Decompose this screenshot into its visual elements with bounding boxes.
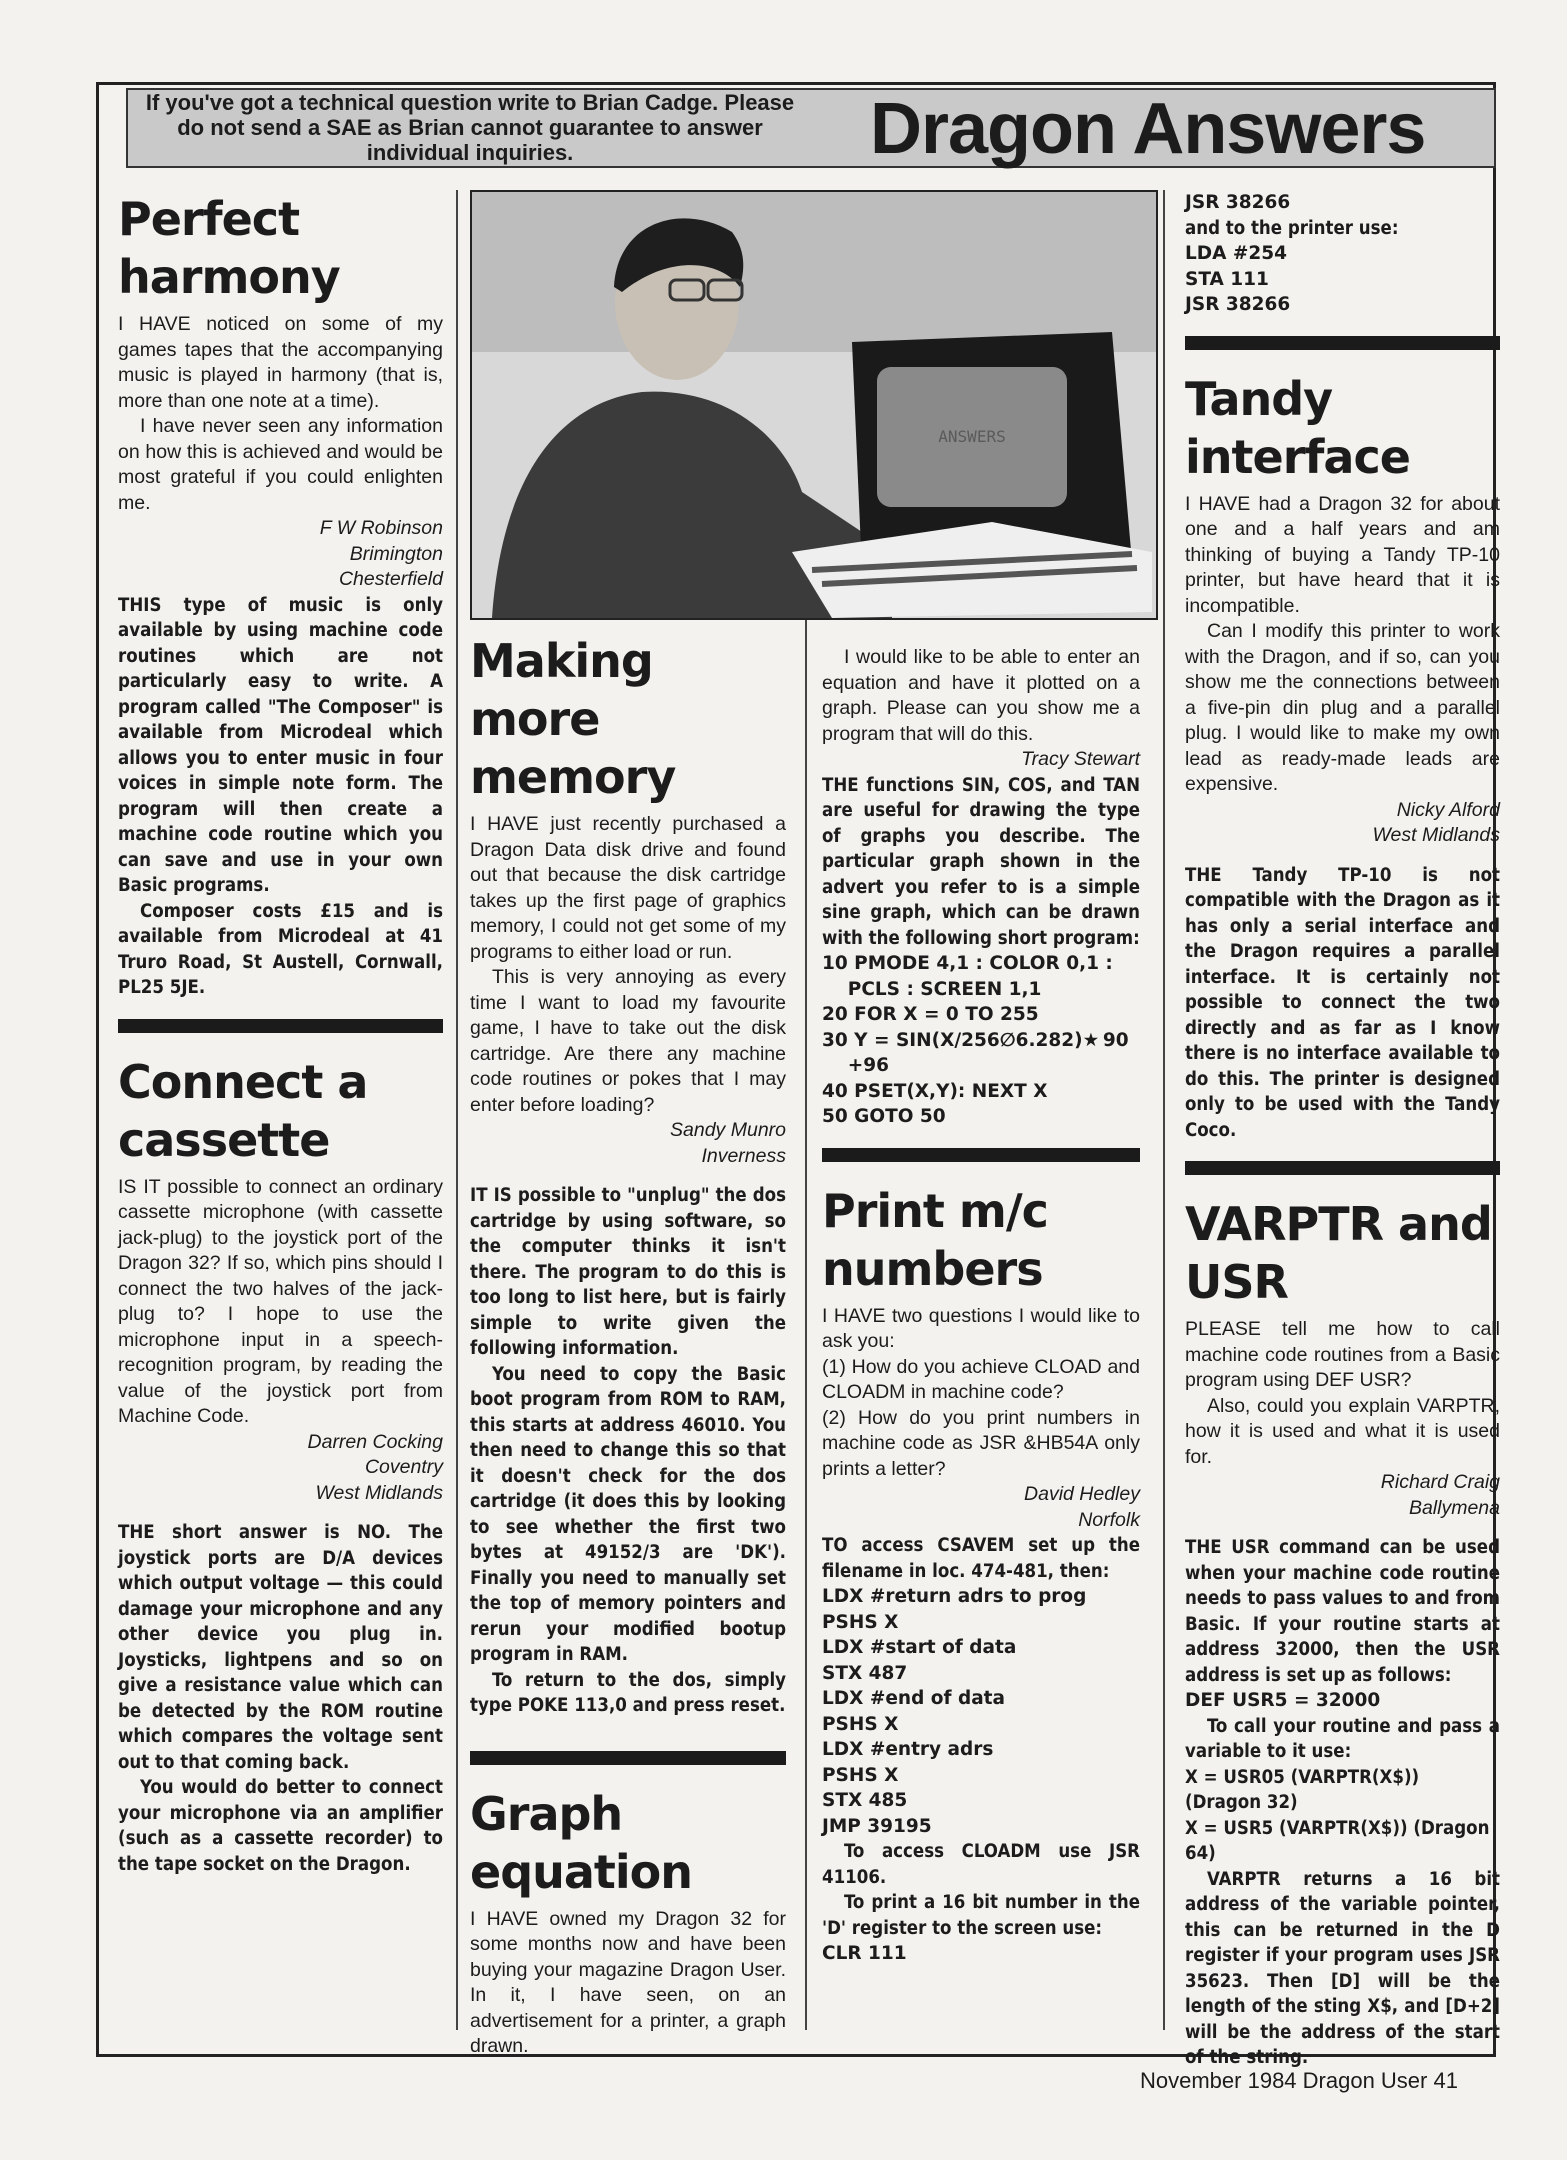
letter-text: I have never seen any information on how this is achieved and would be most grateful if you could enlighten me. xyxy=(118,415,443,514)
answer-text: X = USR5 (VARPTR(X$)) (Dragon 64) xyxy=(1185,1817,1490,1864)
signature-place: Ballymena xyxy=(1408,1496,1500,1519)
article-title: Perfect harmony xyxy=(118,192,340,304)
column-divider xyxy=(456,190,458,2030)
letter-text: I HAVE two questions I would like to ask you: xyxy=(822,1304,1140,1352)
answer-text: THE short answer is NO. The joystick ports are D/A devices which output voltage — this could damage your microphone and any other device you plug in. Joysticks, lightpens and so on give a resistance value which can be detected by the ROM routine which compares the voltage sent out to that coming back. xyxy=(118,1522,443,1773)
code-line: LDX #start of data xyxy=(822,1637,1017,1658)
code-line: 40 PSET(X,Y): NEXT X xyxy=(822,1080,1048,1102)
answer-text: THE Tandy TP-10 is not compatible with the Dragon as it has only a serial interface and the Dragon requires a parallel interface. It is certainly not possible to connect the two directly and as far as I know there is no interface available to do this. The printer is designed only to be used with the Tandy Coco. xyxy=(1185,864,1500,1141)
signature-name: Darren Cocking xyxy=(307,1430,443,1453)
code-line: STX 487 xyxy=(822,1662,908,1684)
answer-text: THE functions SIN, COS, and TAN are useful for drawing the type of graphs you describe. The particular graph shown in the advert you refer to is a simple sine graph, which can be drawn with the following short program: xyxy=(822,774,1140,949)
section-rule xyxy=(1185,336,1500,350)
code-line: JSR 38266 xyxy=(1185,294,1291,315)
signature-name: Nicky Alford xyxy=(1396,798,1500,821)
photo xyxy=(470,190,1158,620)
section-title: Dragon Answers xyxy=(870,89,1426,169)
code-line: JMP 39195 xyxy=(822,1815,932,1837)
article-title: Making more memory xyxy=(470,634,676,804)
signature-place: Brimington xyxy=(349,542,443,565)
signature-place: Inverness xyxy=(701,1144,786,1167)
column-2 xyxy=(470,632,786,2060)
signature-place: Norfolk xyxy=(1078,1508,1140,1531)
section-rule xyxy=(822,1148,1140,1162)
signature-place: West Midlands xyxy=(1372,824,1500,846)
answer-text: THIS type of music is only available by using machine code routines which are not particularly easy to write. A program called "The Composer" is available from Microdeal which allows you to enter music in four voices in simple note form. The program will then create a machine code routine which you can save and use in your own Basic programs. xyxy=(118,594,443,896)
letter-text: I HAVE just recently purchased a Dragon Data disk drive and found out that because the disk cartridge takes up the first page of graphics memory, I could not get some of my programs to either load or run. xyxy=(470,813,786,963)
answer-text: TO access CSAVEM set up the filename in loc. 474-481, then: xyxy=(822,1535,1140,1582)
letter-text: (2) How do you print numbers in machine code as JSR &HB54A only prints a letter? xyxy=(822,1406,1140,1480)
code-line: LDX #end of data xyxy=(822,1688,1006,1709)
letter-text: I HAVE noticed on some of my games tapes that the accompanying music is played in harmony (that is, more than one note at a time). xyxy=(118,313,443,412)
header-notice: If you've got a technical question write to Brian Cadge. Please do not send a SAE as Brian cannot guarantee to answer individual inquiries. xyxy=(145,90,795,165)
answer-text: X = USR05 (VARPTR(X$)) (Dragon 32) xyxy=(1185,1766,1420,1813)
code-line: STX 485 xyxy=(822,1790,908,1811)
answer-text: Composer costs £15 and is available from Microdeal at 41 Truro Road, St Austell, Cornwall, PL25 5JE. xyxy=(118,900,443,998)
answer-text: To access CLOADM use JSR 41106. xyxy=(822,1841,1140,1888)
article-title: Connect a cassette xyxy=(118,1054,368,1167)
code-listing xyxy=(1185,241,1500,318)
code-line: PSHS X xyxy=(822,1764,899,1786)
signature-place: West Midlands xyxy=(315,1481,443,1504)
letter-text: (1) How do you achieve CLOAD and CLOADM in machine code? xyxy=(822,1355,1140,1403)
signature-place: Chesterfield xyxy=(338,568,443,590)
letter-text: I HAVE owned my Dragon 32 for some months now and have been buying your magazine Dragon User. In it, I have seen, on an advertisement for a printer, a graph drawn. xyxy=(470,1907,786,2057)
section-rule xyxy=(1185,1161,1500,1175)
column-3 xyxy=(822,645,1140,1967)
signature-name: Richard Craig xyxy=(1380,1471,1500,1493)
column-4 xyxy=(1185,190,1500,2071)
code-line: STA 111 xyxy=(1185,268,1269,290)
code-line: PSHS X xyxy=(822,1713,899,1735)
code-line: PSHS X xyxy=(822,1611,899,1633)
article-title: VARPTR and USR xyxy=(1185,1197,1492,1309)
column-1 xyxy=(118,190,443,1877)
code-listing xyxy=(822,1584,1140,1839)
section-rule xyxy=(470,1751,786,1765)
code-line: LDX #entry adrs xyxy=(822,1739,994,1760)
letter-text: Can I modify this printer to work with the Dragon, and if so, can you show me the connections between a five-pin din plug and a parallel plug. I would like to make my own lead as ready-made leads are expensive. xyxy=(1185,620,1500,795)
letter-text: IS IT possible to connect an ordinary cassette microphone (with cassette jack-plug) to the joystick port of the Dragon 32? If so, which pins should I connect the two halves of the jack-plug to? I hope to use the microphone input in a speech-recognition program, by reading the value of the joystick port from Machine Code. xyxy=(118,1175,443,1427)
signature-name: Tracy Stewart xyxy=(1021,748,1140,770)
article-title: Graph equation xyxy=(470,1786,693,1899)
code-line: 10 PMODE 4,1 : COLOR 0,1 : xyxy=(822,953,1113,974)
answer-text: THE USR command can be used when your machine code routine needs to pass values to and from Basic. If your routine starts at address 32000, then the USR address is set up as follows: xyxy=(1185,1537,1500,1686)
answer-text: IT IS possible to "unplug" the dos cartridge by using software, so the computer thinks it isn't there. The program to do this is too long to list here, but is fairly simple to write given the following information. xyxy=(470,1185,786,1359)
code-line: 30 Y = SIN(X/256∅6.282)★ 90 xyxy=(822,1029,1129,1051)
code-line: LDX #return adrs to prog xyxy=(822,1586,1087,1607)
letter-text: This is very annoying as every time I want to load my favourite game, I have to take out the disk cartridge. Are there any machine code routines or pokes that I may enter before loading? xyxy=(470,966,786,1116)
signature-name: David Hedley xyxy=(1024,1483,1140,1505)
answer-text: You would do better to connect your microphone via an amplifier (such as a cassette recorder) to the tape socket on the Dragon. xyxy=(118,1777,443,1875)
code-line: CLR 111 xyxy=(822,1943,907,1964)
letter-text: PLEASE tell me how to call machine code routines from a Basic program using DEF USR? xyxy=(1185,1318,1500,1391)
signature-name: F W Robinson xyxy=(319,517,443,539)
signature-name: Sandy Munro xyxy=(670,1119,786,1141)
code-line: LDA #254 xyxy=(1185,243,1288,264)
section-rule xyxy=(118,1019,443,1033)
answer-text: To call your routine and pass a variable to it use: xyxy=(1185,1715,1500,1762)
code-line: PCLS : SCREEN 1,1 xyxy=(822,978,1042,1000)
answer-text: VARPTR returns a 16 bit address of the variable pointer, this can be returned in the D register if your program uses JSR 35623. Then [D] will be the length of the sting X$, and [D+2] will be the address of the start of the string. xyxy=(1185,1868,1500,2068)
answer-text: To print a 16 bit number in the 'D' register to the screen use: xyxy=(822,1892,1140,1939)
code-listing xyxy=(822,951,1140,1130)
code-line: JSR 38266 xyxy=(1185,192,1291,213)
letter-text: I would like to be able to enter an equation and have it plotted on a graph. Please can you show me a program that will do this. xyxy=(822,646,1140,745)
code-line: 50 GOTO 50 xyxy=(822,1106,946,1127)
letter-text: Also, could you explain VARPTR, how it is used and what it is used for. xyxy=(1185,1394,1500,1468)
code-line: 20 FOR X = 0 TO 255 xyxy=(822,1004,1039,1025)
answer-text: and to the printer use: xyxy=(1185,217,1399,239)
column-divider xyxy=(1163,190,1165,2030)
code-line: +96 xyxy=(822,1055,890,1076)
screen-text: ANSWERS xyxy=(938,427,1006,446)
article-title: Tandy interface xyxy=(1185,371,1410,484)
answer-text: You need to copy the Basic boot program from ROM to RAM, this starts at address 46010. You then need to change this so that it doesn't check for the dos cartridge (it does this by looking to see whether the first two bytes at 49152/3 are 'DK'). Finally you need to manually set the top of memory pointers and rerun your modified bootup program in RAM. xyxy=(470,1363,786,1665)
article-title: Print m/c numbers xyxy=(822,1183,1048,1296)
answer-text: To return to the dos, simply type POKE 113,0 and press reset. xyxy=(470,1669,786,1716)
letter-text: I HAVE had a Dragon 32 for about one and a half years and am thinking of buying a Tandy TP-10 printer, but have heard that it is incompatible. xyxy=(1185,492,1500,617)
page-footer: November 1984 Dragon User 41 xyxy=(1140,2068,1458,2093)
photo-illustration xyxy=(472,192,1156,618)
signature-place: Coventry xyxy=(364,1456,443,1478)
photo-block xyxy=(470,190,1158,630)
code-line: DEF USR5 = 32000 xyxy=(1185,1690,1381,1711)
